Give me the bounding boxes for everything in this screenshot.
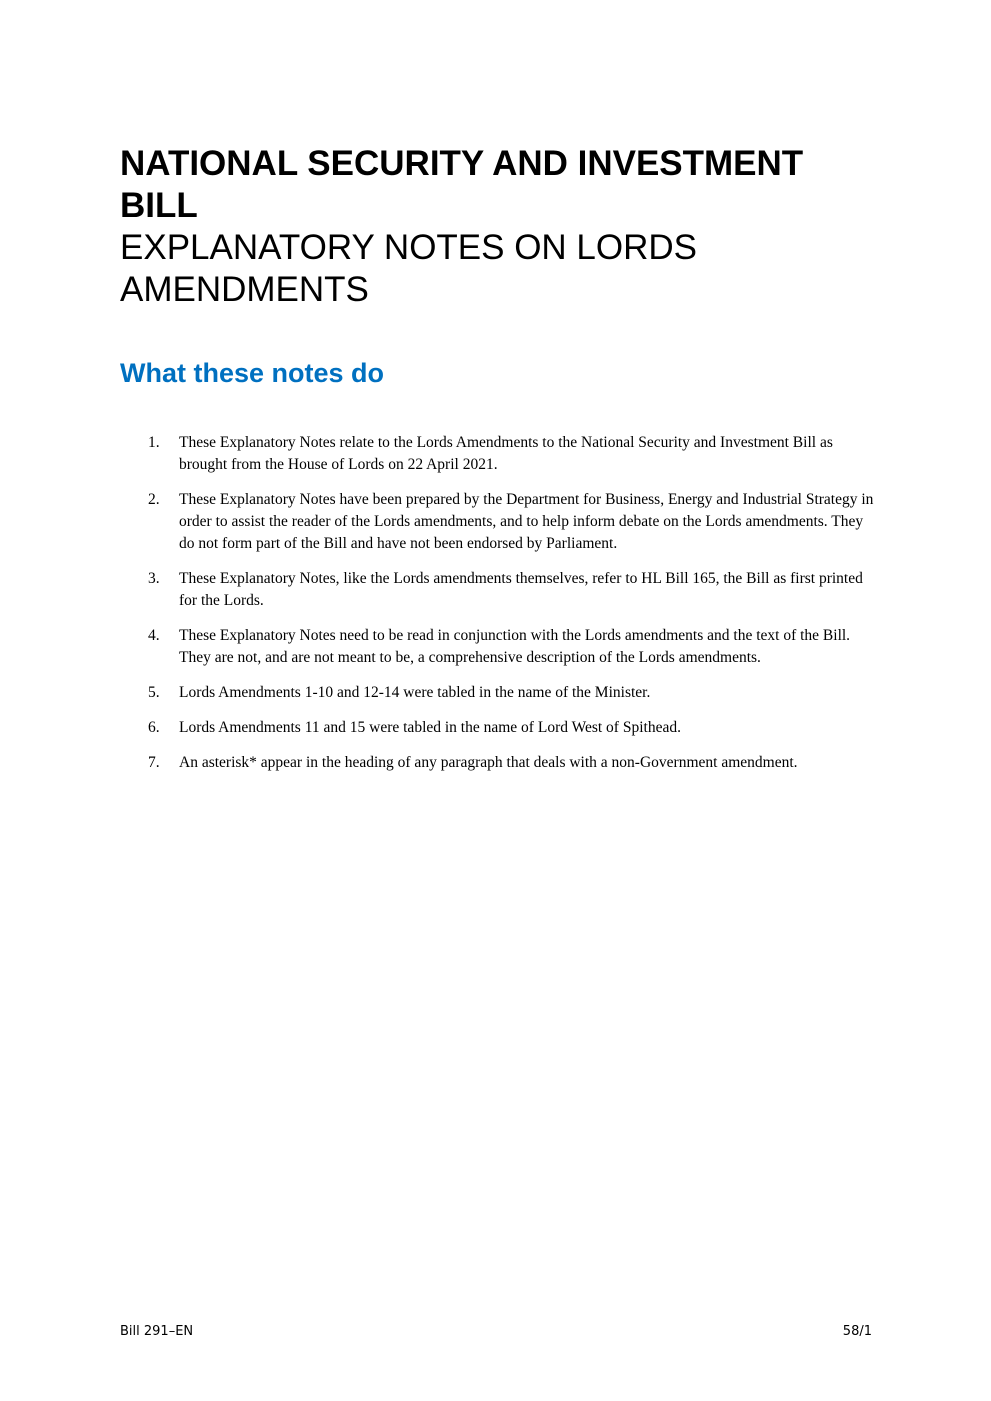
note-number: 1. [148, 434, 160, 451]
note-text: An asterisk* appear in the heading of any paragraph that deals with a non-Government amendment. [179, 754, 798, 771]
note-item [148, 489, 878, 555]
note-number: 2. [148, 491, 160, 508]
note-text: Lords Amendments 1-10 and 12-14 were tabled in the name of the Minister. [179, 684, 651, 701]
page-footer [120, 1323, 872, 1341]
note-text: Lords Amendments 11 and 15 were tabled in the name of Lord West of Spithead. [179, 719, 681, 736]
document-subtitle: EXPLANATORY NOTES ON LORDS AMENDMENTS [120, 228, 698, 309]
notes-list [148, 432, 878, 787]
footer-page-reference: 58/1 [842, 1324, 872, 1339]
note-number: 7. [148, 754, 160, 771]
title-block [120, 143, 880, 311]
note-text: These Explanatory Notes need to be read in conjunction with the Lords amendments and the text of the Bill. They are not, and are not meant to be, a comprehensive description of the Lords amendments. [179, 627, 851, 666]
note-item [148, 568, 878, 612]
note-item [148, 682, 878, 704]
footer-bill-reference: Bill 291–EN [120, 1324, 194, 1339]
note-number: 6. [148, 719, 160, 736]
document-title: NATIONAL SECURITY AND INVESTMENT BILL [120, 144, 804, 225]
section-heading: What these notes do [120, 358, 385, 388]
note-text: These Explanatory Notes have been prepared by the Department for Business, Energy and Industrial Strategy in order to assist the reader of the Lords amendments, and to help inform debate on the Lords amendments. They do not form part of the Bill and have not been endorsed by Parliament. [179, 491, 874, 552]
note-number: 4. [148, 627, 160, 644]
note-number: 5. [148, 684, 160, 701]
note-item [148, 432, 878, 476]
note-number: 3. [148, 570, 160, 587]
note-text: These Explanatory Notes, like the Lords amendments themselves, refer to HL Bill 165, the Bill as first printed for the Lords. [179, 570, 863, 609]
note-item [148, 717, 878, 739]
note-text: These Explanatory Notes relate to the Lords Amendments to the National Security and Investment Bill as brought from the House of Lords on 22 April 2021. [179, 434, 833, 473]
note-item [148, 752, 878, 774]
note-item [148, 625, 878, 669]
